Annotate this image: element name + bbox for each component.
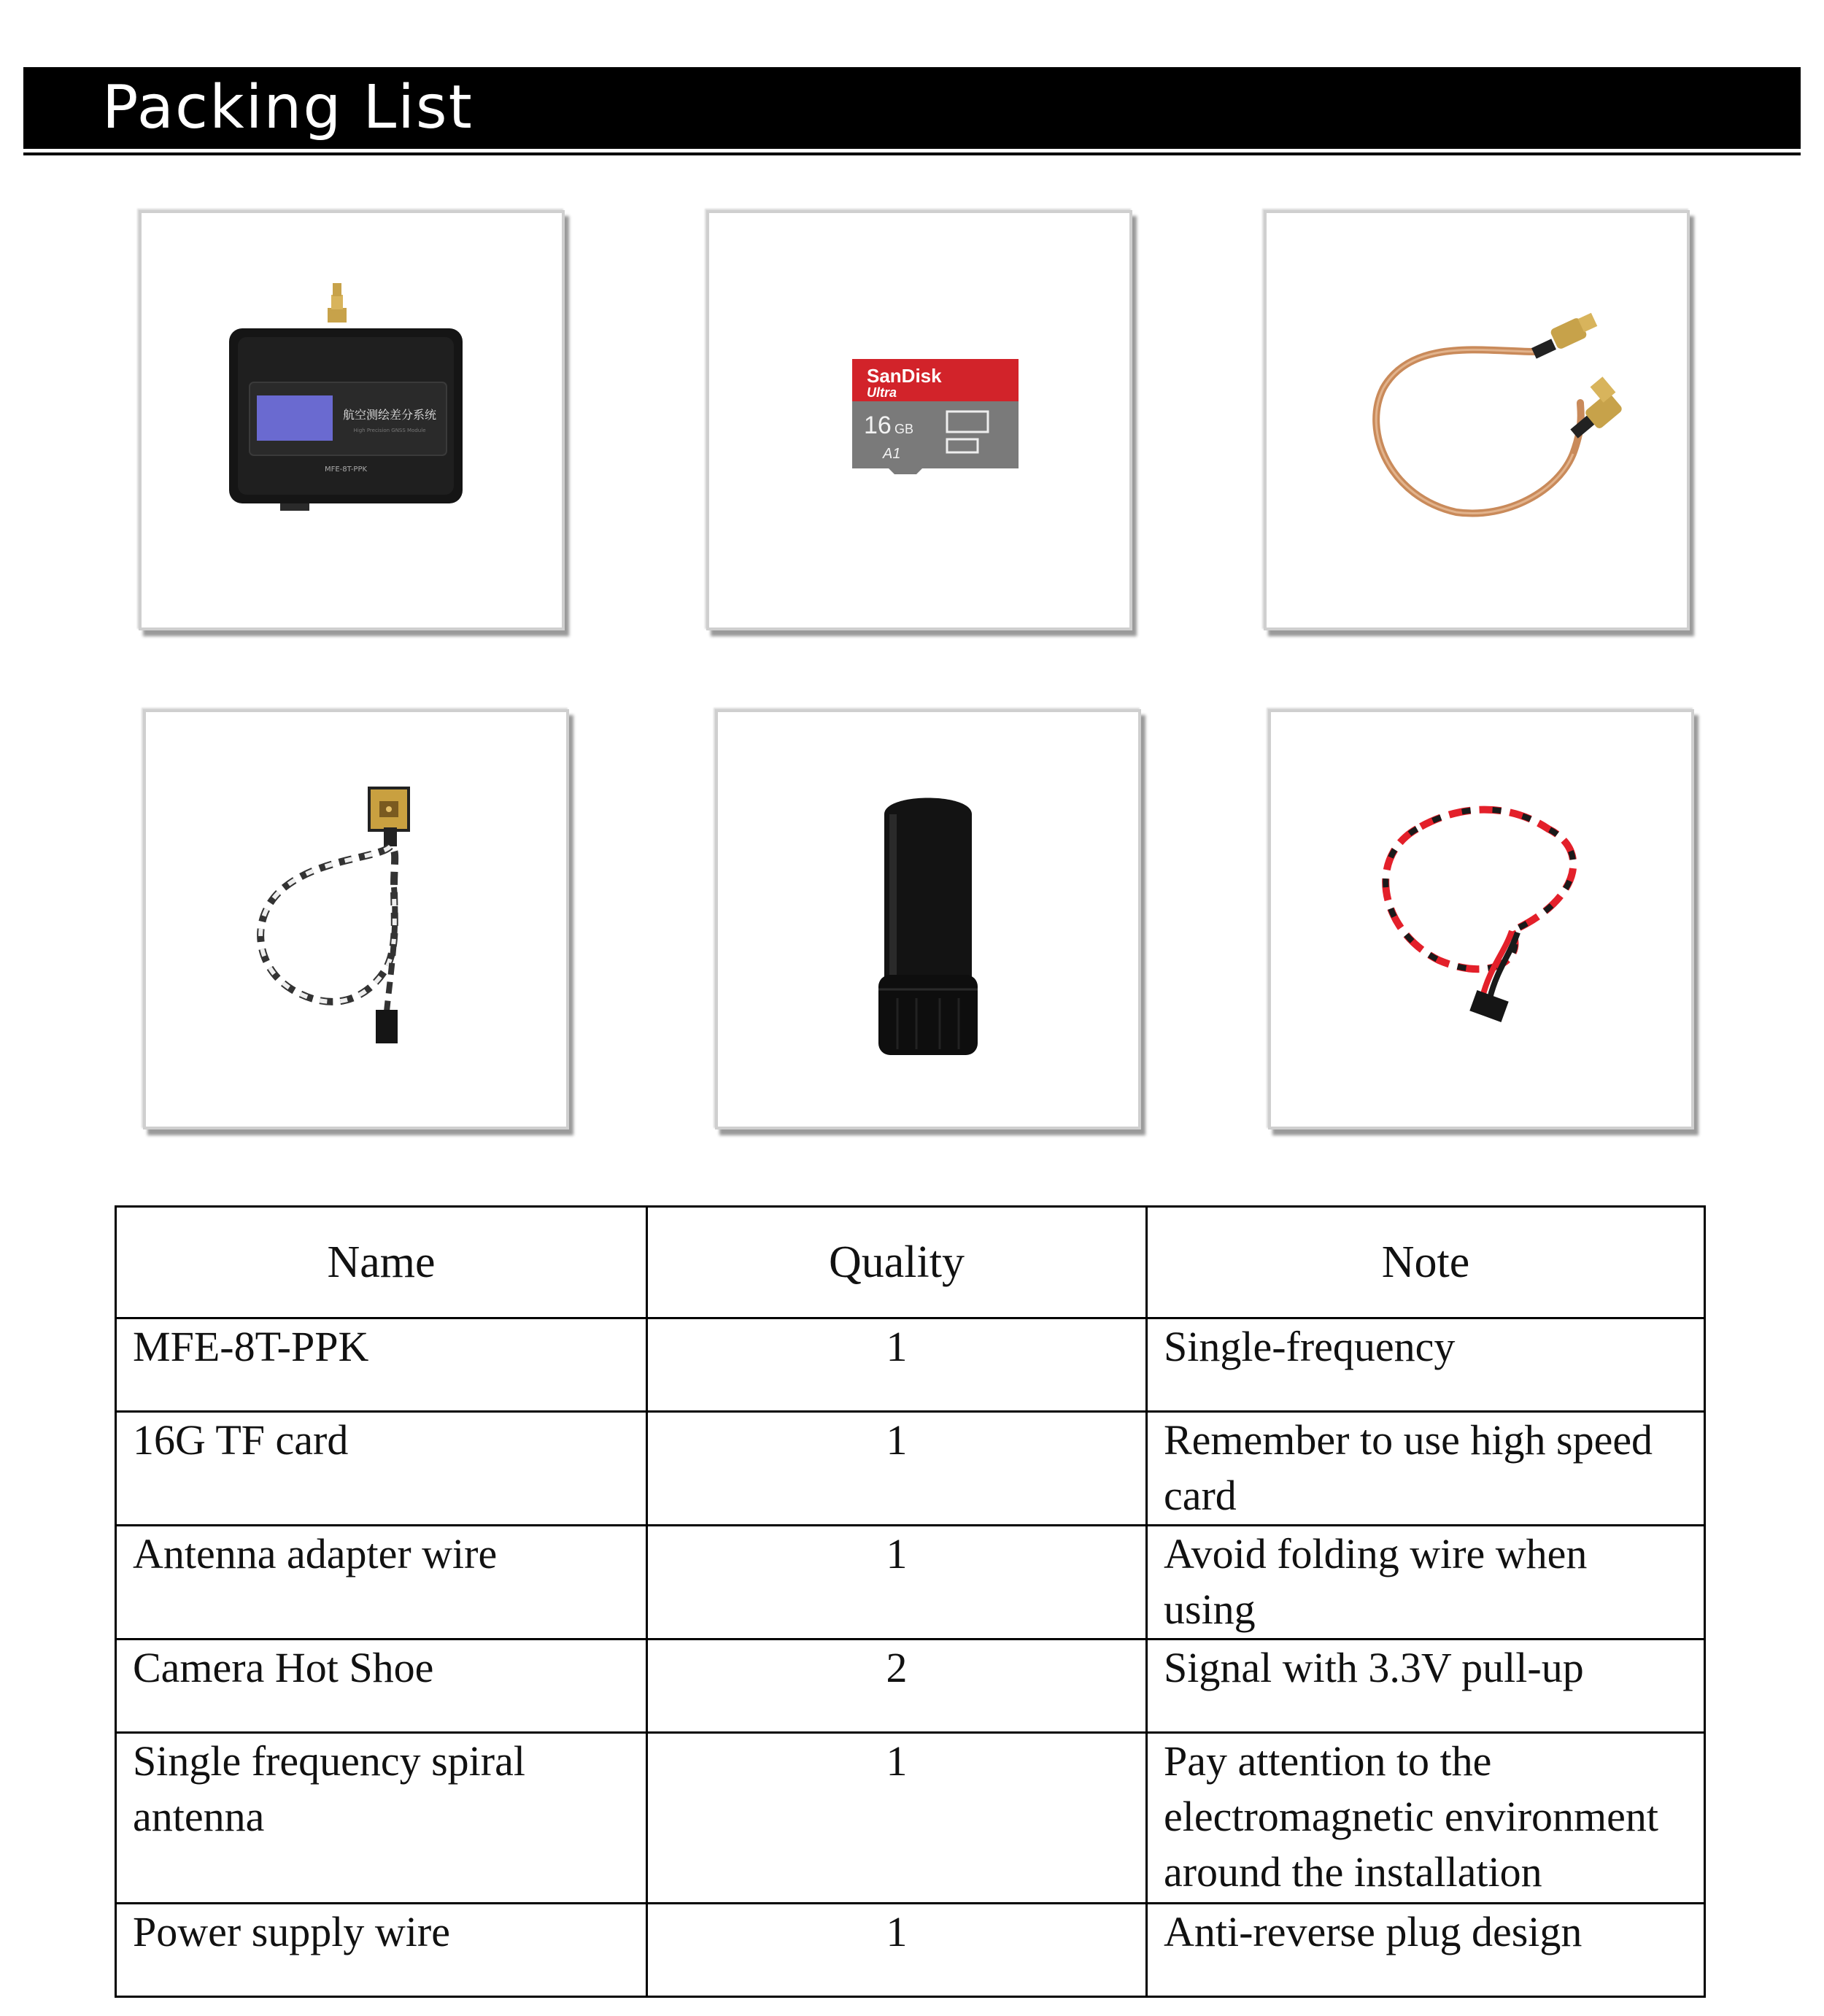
cell-quality: 1	[647, 1318, 1147, 1412]
hot-shoe-cable-illustration	[146, 712, 566, 1127]
cell-note: Remember to use high speed card	[1147, 1412, 1705, 1526]
header-underline	[23, 152, 1801, 155]
module-sublabel: High Precision GNSS Module	[353, 428, 426, 433]
cell-quality: 2	[647, 1640, 1147, 1733]
module-model: MFE-8T-PPK	[324, 466, 368, 474]
cell-quality: 1	[647, 1904, 1147, 1997]
cell-name: Antenna adapter wire	[116, 1526, 647, 1640]
power-wire-illustration	[1271, 712, 1691, 1127]
sd-brand: SanDisk	[867, 365, 942, 387]
cell-name: Camera Hot Shoe	[116, 1640, 647, 1733]
spiral-antenna-illustration	[718, 712, 1138, 1127]
col-header-note: Note	[1147, 1207, 1705, 1318]
table-row	[116, 1640, 1705, 1733]
hot-shoe-cable-photo	[143, 709, 569, 1129]
spiral-antenna-photo	[715, 709, 1141, 1129]
cell-name: Single frequency spiral antenna	[116, 1733, 647, 1904]
col-header-name: Name	[116, 1207, 647, 1318]
page-title: Packing List	[102, 73, 474, 142]
table-row	[116, 1412, 1705, 1526]
cell-note: Avoid folding wire when using	[1147, 1526, 1705, 1640]
cell-note: Signal with 3.3V pull-up	[1147, 1640, 1705, 1733]
table-row	[116, 1318, 1705, 1412]
sd-capacity: 16	[864, 412, 892, 439]
sd-unit: GB	[894, 422, 914, 436]
antenna-cable-photo	[1264, 210, 1690, 630]
cell-note: Single-frequency	[1147, 1318, 1705, 1412]
cell-name: MFE-8T-PPK	[116, 1318, 647, 1412]
cell-quality: 1	[647, 1412, 1147, 1526]
packing-list-header	[23, 67, 1801, 149]
table-header-row	[116, 1207, 1705, 1318]
sd-rating: A1	[883, 446, 901, 462]
power-wire-photo	[1268, 709, 1694, 1129]
ppk-module-photo	[139, 210, 565, 630]
cell-quality: 1	[647, 1526, 1147, 1640]
cell-note: Anti-reverse plug design	[1147, 1904, 1705, 1997]
cell-name: 16G TF card	[116, 1412, 647, 1526]
col-header-quality: Quality	[647, 1207, 1147, 1318]
sd-card-illustration	[709, 213, 1129, 627]
sd-line: Ultra	[867, 385, 897, 400]
cell-quality: 1	[647, 1733, 1147, 1904]
antenna-cable-illustration	[1267, 213, 1687, 627]
packing-table	[115, 1205, 1706, 1998]
module-label: 航空测绘差分系统	[342, 408, 437, 422]
table-row	[116, 1526, 1705, 1640]
table-row	[116, 1904, 1705, 1997]
ppk-module-illustration	[142, 213, 562, 627]
cell-note: Pay attention to the electromagnetic environment around the installation	[1147, 1733, 1705, 1904]
sd-card-photo	[706, 210, 1132, 630]
table-row	[116, 1733, 1705, 1904]
cell-name: Power supply wire	[116, 1904, 647, 1997]
